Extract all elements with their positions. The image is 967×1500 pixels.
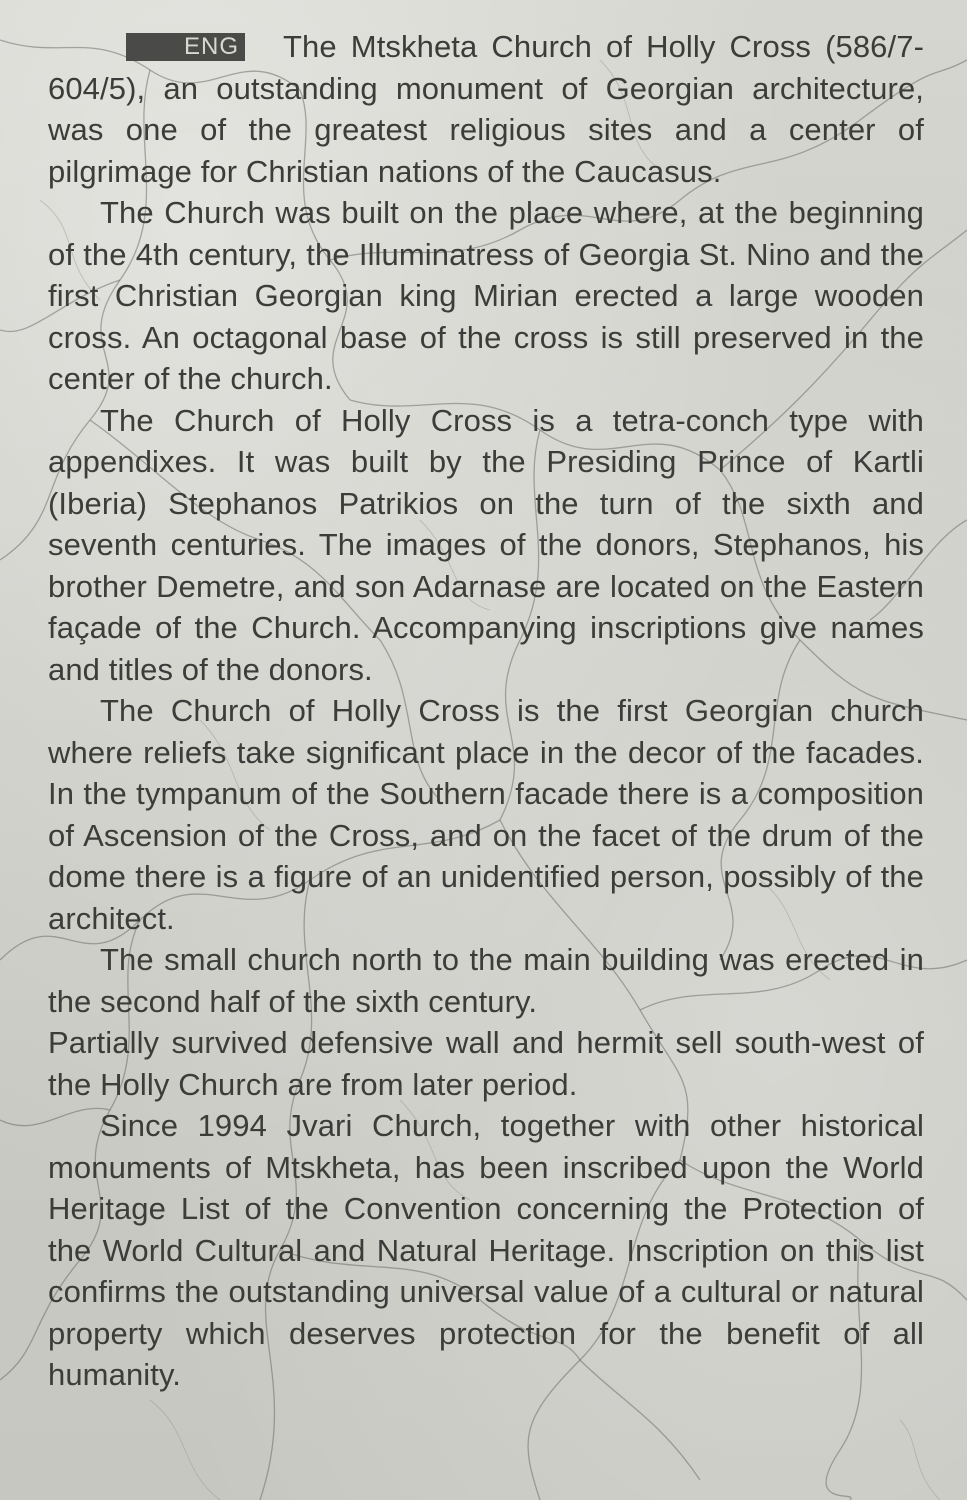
paragraph-6: Partially survived defensive wall and hermit sell south-west of the Holly Church are from later period.: [48, 1025, 924, 1102]
language-badge: ENG: [126, 33, 245, 61]
paragraph-4: The Church of Holly Cross is the first Georgian church where reliefs take significant place in the decor of the facades. In the tympanum of the Southern facade there is a composition of Ascension of the Cross, and on the facet of the drum of the dome there is a figure of an unidentified person, possibly of the architect.: [48, 693, 924, 936]
paragraph-1-text: The Mtskheta Church of Holly Cross (586/7-604/5), an outstanding monument of Georgian architecture, was one of the greatest religious sites and a center of pilgrimage for Christian nations of the Caucasus.: [48, 29, 924, 189]
plaque-text: [48, 26, 924, 1396]
paragraph-7: Since 1994 Jvari Church, together with other historical monuments of Mtskheta, has been inscribed upon the World Heritage List of the Convention concerning the Protection of the World Cultural and Natural Heritage. Inscription on this list confirms the outstanding universal value of a cultural or natural property which deserves protection for the benefit of all humanity.: [48, 1108, 924, 1392]
paragraph-1: [48, 26, 924, 192]
paragraph-2: The Church was built on the place where, at the beginning of the 4th century, the Illuminatress of Georgia St. Nino and the first Christian Georgian king Mirian erected a large wooden cross. An octagonal base of the cross is still preserved in the center of the church.: [48, 195, 924, 396]
paragraph-5: The small church north to the main building was erected in the second half of the sixth century.: [48, 942, 924, 1019]
paragraph-3: The Church of Holly Cross is a tetra-conch type with appendixes. It was built by the Presiding Prince of Kartli (Iberia) Stephanos Patrikios on the turn of the sixth and seventh centuries. The images of the donors, Stephanos, his brother Demetre, and son Adarnase are located on the Eastern façade of the Church. Accompanying inscriptions give names and titles of the donors.: [48, 402, 924, 687]
